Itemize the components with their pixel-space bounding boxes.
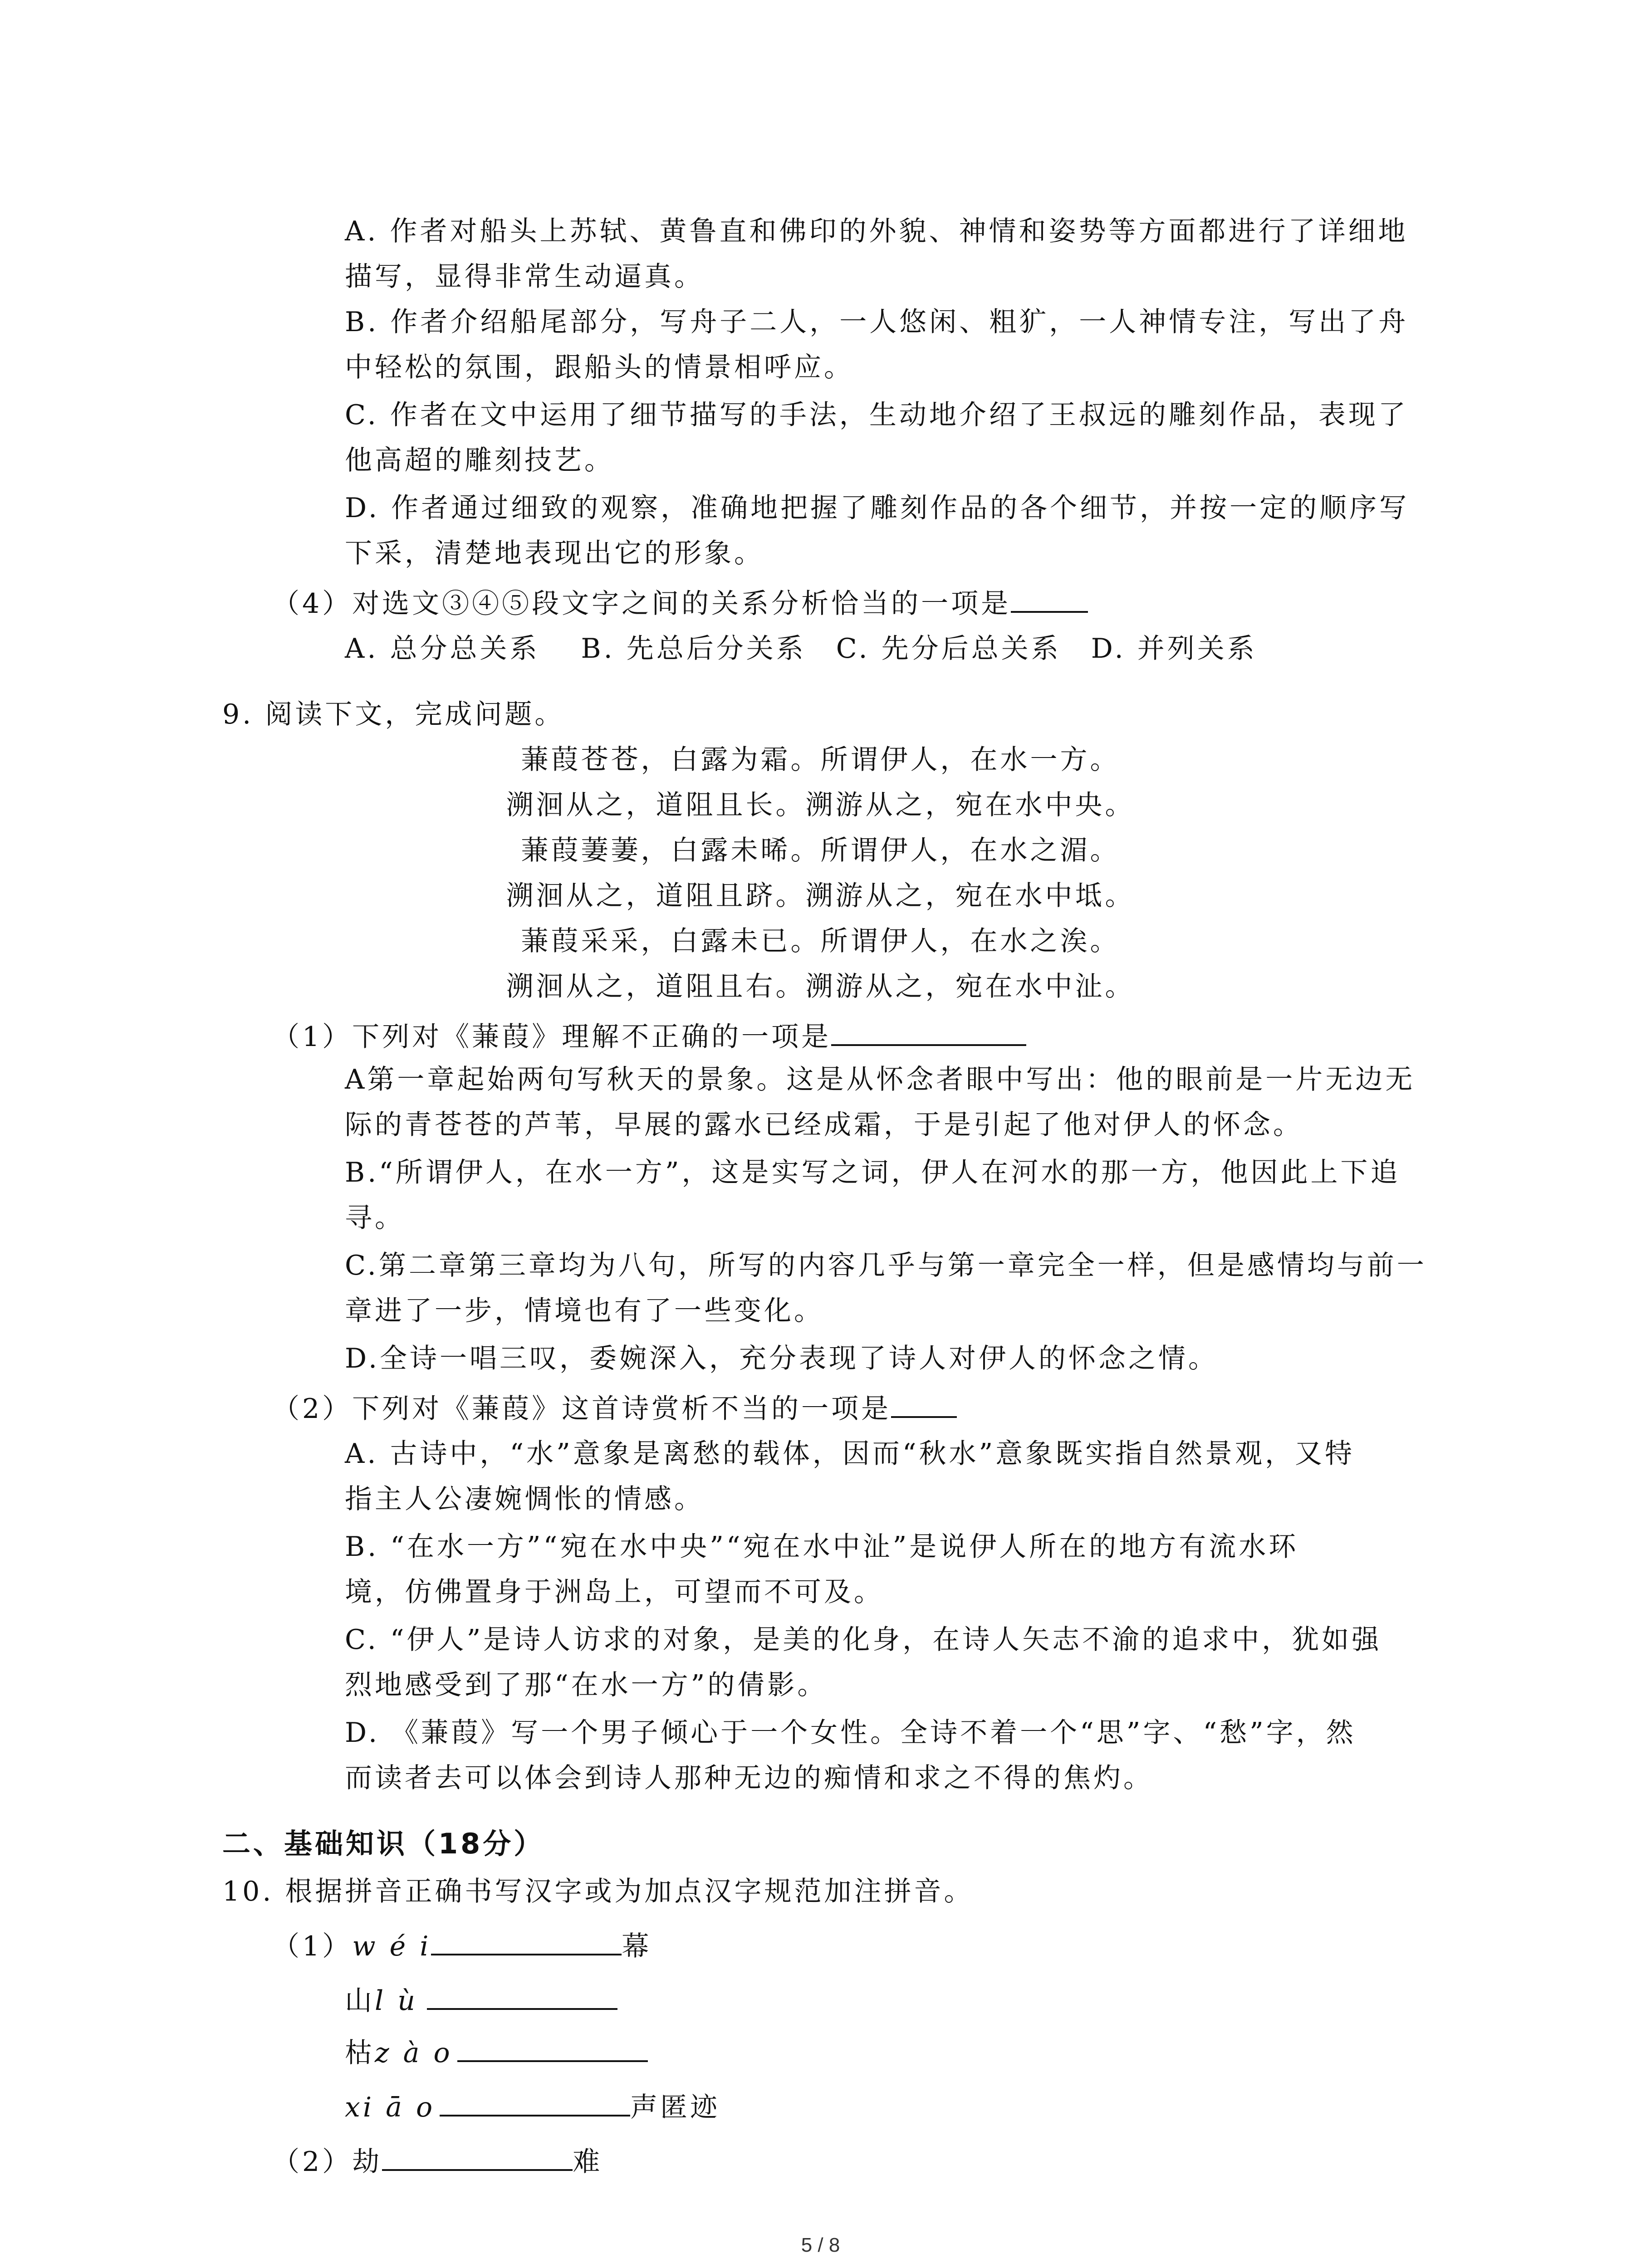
q8-option-a-line2: 描写，显得非常生动逼真。: [345, 261, 704, 293]
q9-sub2-option-d-line2: 而读者去可以体会到诗人那种无边的痴情和求之不得的焦灼。: [345, 1762, 1153, 1794]
poem-line: 溯洄从之，道阻且跻。溯游从之，宛在水中坻。: [506, 880, 1135, 912]
char-after: 难: [573, 2146, 603, 2178]
q10-sub2-label: （2）: [272, 2146, 353, 2178]
q8-option-a-line1: A. 作者对船头上苏轼、黄鲁直和佛印的外貌、神情和姿势等方面都进行了详细地: [345, 215, 1408, 247]
q10-stem: 10. 根据拼音正确书写汉字或为加点汉字规范加注拼音。: [222, 1876, 974, 1907]
q9-sub1-option-b-line2: 寻。: [345, 1202, 405, 1234]
q9-sub1-option-c-line1: C.第二章第三章均为八句，所写的内容几乎与第一章完全一样，但是感情均与前一: [345, 1250, 1427, 1281]
q9-sub1-option-a-line2: 际的青苍苍的芦苇，早展的露水已经成霜，于是引起了他对伊人的怀念。: [345, 1109, 1303, 1141]
q8-sub4-stem-text: （4）对选文③④⑤段文字之间的关系分析恰当的一项是: [272, 588, 1011, 620]
answer-blank[interactable]: [382, 2141, 573, 2171]
char-after: 声匿迹: [630, 2092, 720, 2123]
answer-blank[interactable]: [440, 2087, 630, 2116]
poem-line: 蒹葭萋萋，白露未晞。所谓伊人，在水之湄。: [521, 835, 1120, 866]
pinyin-xiao: xi ā o: [345, 2092, 436, 2123]
q8-sub4-stem: [272, 583, 1088, 622]
q9-sub2-option-b-line1: B. “在水一方”“宛在水中央”“宛在水中沚”是说伊人所在的地方有流水环: [345, 1531, 1299, 1563]
char-prefix: 劫: [352, 2146, 382, 2178]
q9-stem: 9. 阅读下文，完成问题。: [222, 699, 565, 730]
q8-option-b-line1: B. 作者介绍船尾部分，写舟子二人，一人悠闲、粗犷，一人神情专注，写出了舟: [345, 306, 1409, 338]
char-after: 幕: [622, 1931, 652, 1962]
page-number: 5 / 8: [801, 2234, 840, 2256]
section-heading: 二、基础知识（18分）: [222, 1827, 545, 1860]
q9-sub2-stem: [272, 1388, 957, 1427]
q9-sub1-stem: [272, 1016, 1026, 1055]
q8-option-b-line2: 中轻松的氛围，跟船头的情景相呼应。: [345, 352, 854, 383]
q9-sub1-option-d: D.全诗一唱三叹，委婉深入，充分表现了诗人对伊人的怀念之情。: [345, 1343, 1219, 1374]
q9-sub2-option-a-line2: 指主人公凄婉惆怅的情感。: [345, 1483, 704, 1515]
poem-line: 蒹葭采采，白露未已。所谓伊人，在水之涘。: [521, 925, 1120, 957]
poem-line: 溯洄从之，道阻且长。溯游从之，宛在水中央。: [506, 789, 1135, 821]
pinyin-wei: w é i: [352, 1931, 431, 1962]
q9-sub1-stem-text: （1）下列对《蒹葭》理解不正确的一项是: [272, 1021, 832, 1053]
q9-sub2-option-d-line1: D. 《蒹葭》写一个男子倾心于一个女性。全诗不着一个“思”字、“愁”字，然: [345, 1717, 1356, 1749]
q10-sub1-row-zao: [345, 2032, 648, 2071]
pinyin-lu: l ù: [375, 1985, 418, 2017]
q9-sub1-option-a-line1: A第一章起始两句写秋天的景象。这是从怀念者眼中写出：他的眼前是一片无边无: [345, 1064, 1416, 1095]
char-prefix: 山: [345, 1985, 375, 2017]
q10-sub1-row-xiao: [345, 2087, 720, 2126]
char-prefix: 枯: [345, 2037, 375, 2069]
q8-sub4-options: A. 总分总关系 B. 先总后分关系 C. 先分后总关系 D. 并列关系: [345, 633, 1257, 665]
q9-sub2-option-b-line2: 境，仿佛置身于洲岛上，可望而不可及。: [345, 1576, 884, 1608]
q9-sub2-option-a-line1: A. 古诗中，“水”意象是离愁的载体，因而“秋水”意象既实指自然景观，又特: [345, 1438, 1355, 1470]
answer-blank[interactable]: [891, 1388, 957, 1418]
answer-blank[interactable]: [457, 2032, 648, 2062]
q9-sub2-option-c-line1: C. “伊人”是诗人访求的对象，是美的化身，在诗人矢志不渝的追求中，犹如强: [345, 1624, 1382, 1656]
q9-sub2-stem-text: （2）下列对《蒹葭》这首诗赏析不当的一项是: [272, 1393, 892, 1425]
q10-sub1-label: （1）: [272, 1931, 353, 1962]
q8-option-d-line1: D. 作者通过细致的观察，准确地把握了雕刻作品的各个细节，并按一定的顺序写: [345, 492, 1410, 524]
answer-blank[interactable]: [431, 1926, 622, 1955]
q10-sub1-row-lu: [345, 1980, 617, 2019]
q8-option-c-line1: C. 作者在文中运用了细节描写的手法，生动地介绍了王叔远的雕刻作品，表现了: [345, 399, 1408, 431]
answer-blank[interactable]: [1011, 583, 1088, 613]
answer-blank[interactable]: [831, 1016, 1026, 1046]
pinyin-zao: z à o: [375, 2037, 453, 2069]
q9-sub1-option-b-line1: B.“所谓伊人，在水一方”，这是实写之词，伊人在河水的那一方，他因此上下追: [345, 1157, 1401, 1188]
q10-sub2-row-jie: [272, 2141, 603, 2180]
poem-line: 溯洄从之，道阻且右。溯游从之，宛在水中沚。: [506, 971, 1135, 1002]
q8-option-c-line2: 他高超的雕刻技艺。: [345, 445, 614, 476]
poem-line: 蒹葭苍苍，白露为霜。所谓伊人，在水一方。: [521, 744, 1120, 776]
q9-sub2-option-c-line2: 烈地感受到了那“在水一方”的倩影。: [345, 1669, 828, 1701]
q10-sub1-row-wei: [272, 1926, 652, 1965]
answer-blank[interactable]: [427, 1980, 617, 2010]
q9-sub1-option-c-line2: 章进了一步，情境也有了一些变化。: [345, 1295, 824, 1327]
q8-option-d-line2: 下采，清楚地表现出它的形象。: [345, 538, 764, 569]
